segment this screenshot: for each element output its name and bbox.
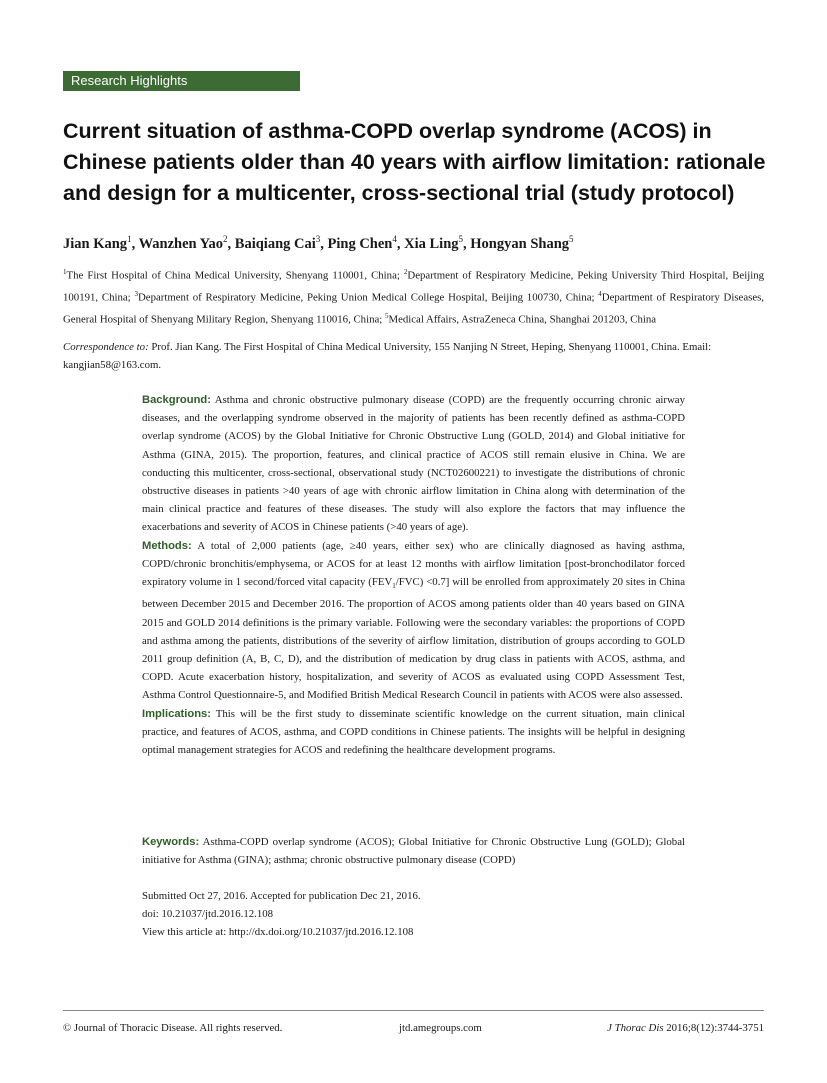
- submission-info: [142, 887, 685, 942]
- footer-citation: [607, 1021, 764, 1035]
- citation-text: 2016;8(12):3744-3751: [663, 1022, 764, 1034]
- author-name[interactable]: Hongyan Shang: [470, 235, 570, 252]
- author-affiliation-marker: 2: [223, 234, 228, 244]
- implications-text: This will be the first study to disseminate scientific knowledge on the current situation, main clinical practice, and features of ACOS, asthma, and COPD conditions in Chinese patients. The insights will be helpful in designing optimal management strategies for ACOS and redefining the healthcare development programs.: [142, 707, 685, 757]
- abstract-background: [142, 391, 685, 537]
- affiliation-marker: 1: [63, 268, 67, 276]
- correspondence-label: Correspondence to:: [63, 341, 149, 353]
- correspondence: [63, 338, 764, 374]
- footer-site-link[interactable]: jtd.amegroups.com: [399, 1022, 482, 1034]
- author-name[interactable]: Jian Kang: [63, 235, 128, 252]
- author-affiliation-marker: 5: [458, 234, 464, 244]
- affiliation-marker: 5: [384, 311, 389, 320]
- implications-label: Implications:: [142, 707, 211, 720]
- article-title: Current situation of asthma-COPD overlap syndrome (ACOS) in Chinese patients older than 40 years with airflow limitation: rationale and design for a multicenter, cross-sectional trial (study protocol): [63, 119, 766, 205]
- author-affiliation-marker: 1: [127, 234, 132, 244]
- correspondence-text[interactable]: Prof. Jian Kang. The First Hospital of China Medical University, 155 Nanjing N Street, Heping, Shenyang 110001, China. Email: kangjian58@163.com.: [63, 341, 712, 372]
- methods-label: Methods:: [142, 539, 192, 552]
- footer-divider: [63, 1010, 764, 1011]
- footer-copyright: © Journal of Thoracic Disease. All rights reserved.: [63, 1022, 283, 1034]
- affiliation-marker: 4: [598, 289, 602, 298]
- affiliation-marker: 2: [403, 268, 408, 276]
- submission-dates: Submitted Oct 27, 2016. Accepted for publication Dec 21, 2016.: [142, 890, 421, 902]
- keywords-text: Asthma-COPD overlap syndrome (ACOS); Global Initiative for Chronic Obstructive Lung (GOLD); Global initiative for Asthma (GINA); asthma; chronic obstructive pulmonary disease (COPD): [142, 836, 685, 867]
- doi[interactable]: doi: 10.21037/jtd.2016.12.108: [142, 908, 274, 921]
- author-name[interactable]: Xia Ling: [404, 235, 459, 252]
- author-name[interactable]: Wanzhen Yao: [138, 235, 224, 252]
- author-affiliation-marker: 5: [569, 234, 574, 244]
- affiliations: [63, 263, 764, 328]
- background-text: Asthma and chronic obstructive pulmonary disease (COPD) are the frequently occurring chronic airway diseases, and the overlapping syndrome observed in the majority of patients has been recently defined as asthma-COPD overlap syndrome (ACOS) by the Global Initiative for Chronic Obstructive Lung (GOLD, 2014) and Global initiative for Asthma (GINA, 2015). The proportion, features, and clinical practice of ACOS still remain elusive in China. We are conducting this multicenter, cross-sectional, observational study (NCT02600221) to investigate the distributions of chronic obstructive diseases in patients >40 years of age with chronic airflow limitation in China along with determination of the main clinical practice and features of these diseases. The study will also explore the factors that may influence the exacerbations and severity of ACOS in Chinese patients (>40 years of age).: [142, 394, 685, 534]
- author-name[interactable]: Baiqiang Cai: [234, 235, 316, 252]
- affiliation-text: Department of Respiratory Diseases, General Hospital of Shenyang Military Region, Shenyang 110016, China;: [63, 291, 765, 326]
- methods-subscript: 1: [392, 582, 396, 591]
- affiliation-text: The First Hospital of China Medical University, Shenyang 110001, China;: [66, 269, 404, 282]
- keywords: [142, 833, 685, 869]
- affiliation-marker: 3: [134, 289, 138, 298]
- abstract-implications: [142, 705, 685, 760]
- affiliation-text: Department of Respiratory Medicine, Peking University Third Hospital, Beijing 100191, China;: [63, 269, 764, 304]
- author-affiliation-marker: 3: [315, 234, 321, 244]
- keywords-label: Keywords:: [142, 836, 200, 848]
- journal-abbrev: J Thorac Dis: [607, 1022, 664, 1034]
- methods-text-cont: /FVC) <0.7] will be enrolled from approximately 20 sites in China between December 2015 and December 2016. The proportion of ACOS among patients older than 40 years based on GINA 2015 and GOLD 2014 definitions is the primary variable. Following were the secondary variables: the proportions of COPD and asthma among the patients, distributions of the severity of airflow limitation, distribution of groups according to GOLD 2011 group definition (A, B, C, D), and the distribution of medication by drug class in patients with ACOS, asthma, and COPD. Acute exacerbation history, hospitalization, and severity of ACOS as evaluated using COPD Assessment Test, Asthma Control Questionnaire-5, and Modified British Medical Research Council in patients with ACOS were also assessed.: [142, 576, 685, 702]
- abstract-methods: [142, 537, 685, 705]
- affiliation-text: Department of Respiratory Medicine, Peking Union Medical College Hospital, Beijing 100730, China;: [137, 291, 599, 304]
- methods-text: A total of 2,000 patients (age, ≥40 years, either sex) who are clinically diagnosed as having asthma, COPD/chronic bronchitis/emphysema, or ACOS for at least 12 months with airflow limitation [post-bronchodilator forced expiratory volume in 1 second/forced vital capacity (FEV: [142, 539, 685, 589]
- background-label: Background:: [142, 394, 211, 406]
- author-name[interactable]: Ping Chen: [327, 235, 393, 252]
- author-list: Jian Kang$^1$, Wanzhen Yao$^2$, Baiqiang Cai$^3$, Ping Chen$^4$, Xia Ling$^5$, Hongyan Shang$^5$: [63, 234, 574, 252]
- abstract: [142, 391, 685, 759]
- author-affiliation-marker: 4: [392, 234, 397, 244]
- section-badge: Research Highlights: [63, 71, 300, 91]
- article-link[interactable]: View this article at: http://dx.doi.org/10.21037/jtd.2016.12.108: [142, 926, 414, 939]
- affiliation-text: Medical Affairs, AstraZeneca China, Shanghai 201203, China: [388, 313, 657, 326]
